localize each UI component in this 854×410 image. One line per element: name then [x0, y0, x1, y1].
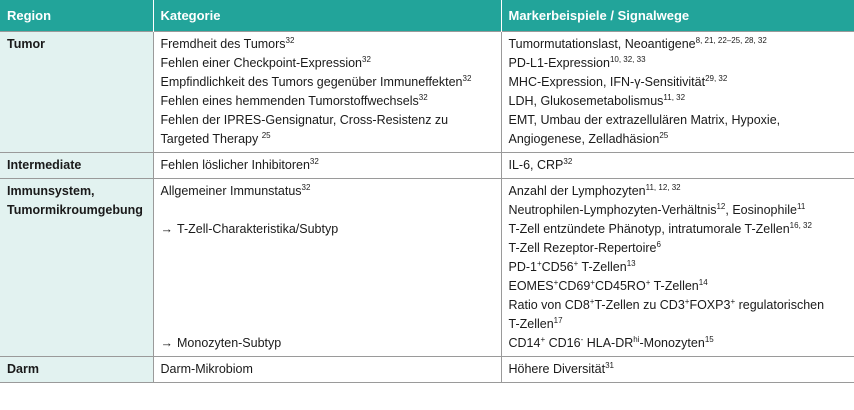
category-item: Fremdheit des Tumors$^{32}$: [160, 36, 295, 51]
table-row-immune: [0, 179, 854, 357]
marker-item: Neutrophilen-Lymphozyten-Verhältnis$^{12}$, Eosinophile$^{11}$: [508, 202, 806, 217]
marker-item: T-Zell entzündete Phänotyp, intratumorale T-Zellen$^{16, 32}$: [508, 221, 812, 236]
category-item: Fehlen einer Checkpoint-Expression$^{32}$: [160, 55, 371, 70]
category-item: Fehlen löslicher Inhibitoren$^{32}$: [160, 157, 319, 172]
category-item: → Monozyten-Subtyp: [160, 336, 282, 350]
arrow-right-icon: →: [160, 336, 173, 350]
category-item: Targeted Therapy $^{25}$: [160, 131, 271, 146]
region-cell: [0, 179, 153, 357]
region-cell: [0, 357, 153, 383]
category-cell: [153, 357, 501, 383]
header-category: Kategorie: [153, 0, 501, 32]
marker-item: PD-1+CD56+ T-Zellen$^{13}$: [508, 259, 636, 274]
marker-item: Tumormutationslast, Neoantigene$^{8, 21, 22-25, 28, 32}$: [508, 36, 767, 51]
category-item: Fehlen eines hemmenden Tumorstoffwechsels$^{32}$: [160, 93, 428, 108]
category-item: Darm-Mikrobiom: [160, 362, 253, 376]
region-cell: [0, 153, 153, 179]
marker-item: EMT, Umbau der extrazellulären Matrix, Hypoxie,: [508, 113, 781, 127]
marker-cell: [501, 32, 854, 153]
marker-item: Ratio von CD8+T-Zellen zu CD3+FOXP3+ regulatorischen: [508, 297, 825, 312]
marker-item: IL-6, CRP$^{32}$: [508, 157, 573, 172]
region-label: Intermediate: [7, 158, 82, 172]
category-cell: [153, 179, 501, 357]
marker-item: EOMES+CD69+CD45RO+ T-Zellen$^{14}$: [508, 278, 708, 293]
marker-item: Anzahl der Lymphozyten$^{11, 12, 32}$: [508, 183, 681, 198]
region-label: Tumormikroumgebung: [7, 203, 143, 217]
category-cell: [153, 32, 501, 153]
category-cell: [153, 153, 501, 179]
table-row-intermediate: [0, 153, 854, 179]
marker-item: MHC-Expression, IFN-γ-Sensitivität$^{29, 32}$: [508, 74, 728, 89]
region-cell: [0, 32, 153, 153]
marker-item: LDH, Glukosemetabolismus$^{11, 32}$: [508, 93, 686, 108]
header-markers: Markerbeispiele / Signalwege: [501, 0, 854, 32]
region-label: Immunsystem,: [7, 184, 95, 198]
marker-item: T-Zell Rezeptor-Repertoire$^6$: [508, 240, 661, 255]
marker-item: Höhere Diversität$^{31}$: [508, 361, 614, 376]
region-label: Tumor: [7, 37, 45, 51]
marker-item: T-Zellen$^{17}$: [508, 316, 563, 331]
marker-cell: [501, 179, 854, 357]
header-region: Region: [0, 0, 153, 32]
marker-item: PD-L1-Expression$^{10, 32, 33}$: [508, 55, 646, 70]
category-item: Fehlen der IPRES-Gensignatur, Cross-Resistenz zu: [160, 113, 449, 127]
marker-cell: [501, 357, 854, 383]
table-row-tumor: [0, 32, 854, 153]
marker-item: Angiogenese, Zelladhäsion$^{25}$: [508, 131, 669, 146]
category-item: Empfindlichkeit des Tumors gegenüber Immuneffekten$^{32}$: [160, 74, 472, 89]
table-row-darm: [0, 357, 854, 383]
marker-item: CD14+ CD16- HLA-$DR^{hi}-Monozyten^{15}$: [508, 335, 714, 350]
category-item: → T-Zell-Charakteristika/Subtyp: [160, 222, 339, 236]
region-label: Darm: [7, 362, 39, 376]
marker-cell: [501, 153, 854, 179]
category-item: Allgemeiner Immunstatus$^{32}$: [160, 183, 311, 198]
header-row: [0, 0, 854, 32]
arrow-right-icon: →: [160, 222, 173, 236]
